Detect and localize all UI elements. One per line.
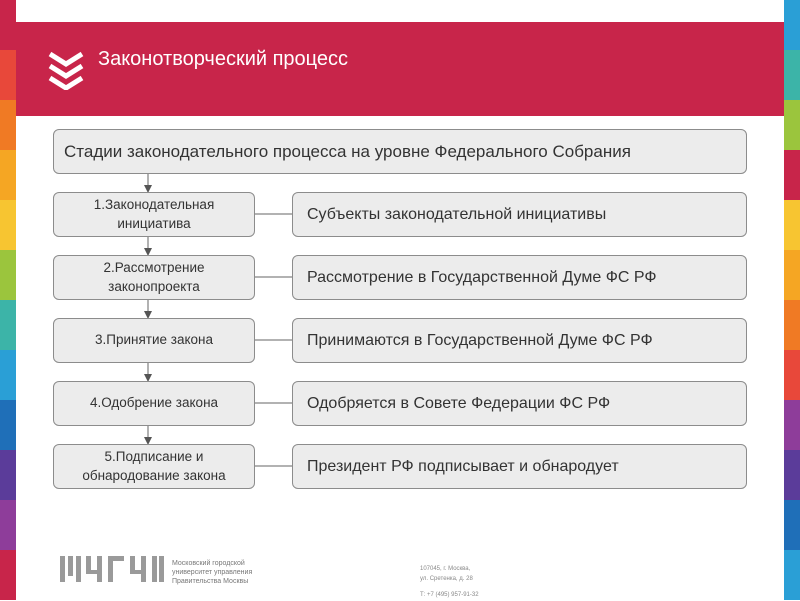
stripe-segment (784, 400, 800, 450)
org-line: Московский городской (172, 560, 245, 567)
stage-box-5 (53, 444, 255, 489)
stripe-segment (784, 200, 800, 250)
stripe-segment (784, 50, 800, 100)
org-line: университет управления (172, 569, 253, 577)
left-color-stripe (0, 0, 16, 600)
stripe-segment (0, 350, 16, 400)
stage-box-4 (53, 381, 255, 426)
stripe-segment (784, 550, 800, 600)
stripe-segment (784, 450, 800, 500)
stage-label-line: 2.Рассмотрение (103, 260, 205, 276)
university-logo (60, 556, 164, 582)
stage-box-1 (53, 192, 255, 237)
org-line: Правительства Москвы (172, 578, 249, 586)
stripe-segment (784, 300, 800, 350)
stage-description-3: Принимаются в Государственной Думе ФС РФ (292, 318, 747, 363)
stage-label-line: 5.Подписание и (104, 449, 204, 465)
logo-text: МГУУ (112, 574, 115, 575)
stripe-segment (0, 450, 16, 500)
stripe-segment (784, 250, 800, 300)
stage-description-4: Одобряется в Совете Федерации ФС РФ (292, 381, 747, 426)
footer-address (420, 564, 479, 601)
stripe-segment (0, 400, 16, 450)
stripe-segment (0, 50, 16, 100)
stripe-segment (0, 250, 16, 300)
address-line: 107045, г. Москва, (420, 566, 471, 572)
stage-label-line: 1.Законодательная (93, 197, 215, 213)
page-title: Законотворческий процесс (98, 48, 349, 70)
stage-label-line: инициатива (117, 215, 191, 231)
stage-label-line: законопроекта (108, 278, 200, 294)
stripe-segment (0, 200, 16, 250)
stripe-segment (0, 150, 16, 200)
stripe-segment (0, 100, 16, 150)
stage-description-5: Президент РФ подписывает и обнародует (292, 444, 747, 489)
stripe-segment (0, 500, 16, 550)
stripe-segment (0, 550, 16, 600)
stage-label-line: 4.Одобрение закона (89, 395, 219, 411)
stage-description-2: Рассмотрение в Государственной Думе ФС РФ (292, 255, 747, 300)
stripe-segment (784, 500, 800, 550)
stage-description-1: Субъекты законодательной инициативы (292, 192, 747, 237)
right-color-stripe (784, 0, 800, 600)
footer-organization (172, 559, 262, 586)
stripe-segment (784, 150, 800, 200)
stripe-segment (0, 300, 16, 350)
stage-label-line: 3.Принятие закона (95, 332, 213, 348)
stage-label-line: обнародование закона (82, 467, 226, 483)
stage-box-3 (53, 318, 255, 363)
stripe-segment (784, 100, 800, 150)
stripe-segment (784, 0, 800, 50)
stripe-segment (0, 0, 16, 50)
diagram-connectors (16, 0, 784, 600)
stripe-segment (784, 350, 800, 400)
footer-phone: Т: +7 (495) 957-91-32 (420, 592, 479, 599)
stage-box-2 (53, 255, 255, 300)
address-line: ул. Сретенка, д. 28 (420, 576, 473, 583)
diagram-title-box: Стадии законодательного процесса на уровне Федерального Собрания (53, 129, 747, 174)
slide (16, 0, 784, 600)
